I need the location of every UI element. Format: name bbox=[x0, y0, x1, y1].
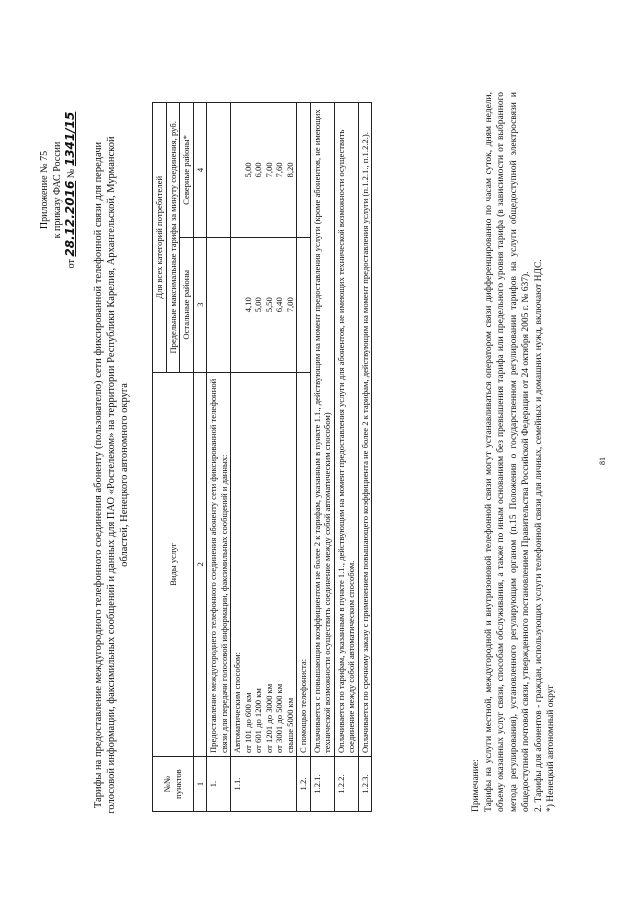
tariff-other: 4,10 bbox=[242, 297, 253, 313]
distance-range: от 601 до 1200 км bbox=[253, 688, 263, 754]
tariff-northern: 5,00 bbox=[242, 162, 253, 178]
table-row: 1.2.3. Оплачивается по срочному заказу с применением повышающего коэффициента не более 2 к тарифам, действующим на момент предоставления услуги (п.1.2.1., п.1.2.2.). bbox=[358, 103, 372, 812]
tariff-table bbox=[152, 102, 372, 812]
col-index: 4 bbox=[193, 103, 207, 238]
tariff-northern: 8,20 bbox=[284, 162, 295, 178]
tariff-other: 7,00 bbox=[284, 297, 295, 313]
distance-range: от 1201 до 3000 км bbox=[263, 683, 274, 754]
col-index: 3 bbox=[193, 237, 207, 372]
note-paragraph: Тарифы на услуги местной, междугородной и внутризоновой телефонной связи могут устанавливаться оператором связи дифференцированно по часам суток, дням недели, объему оказанных услуг связи, способам обслуживания, а также по иным основаниям без превышения тарифа или предельного уровня тарифа (в зависимости от выбранного метода регулирования), установленного регулирующим органом (п.15 Положения о государственном регулировании тарифов на услуги общедоступной электросвязи и общедоступной почтовой связи, утвержденного постановлением Правительства Российской Федерации от 24 октября 2005 г. № 637). bbox=[483, 92, 531, 812]
distance-range: от 3001 до 5000 км bbox=[274, 683, 284, 754]
table-row: 1. Предоставление междугороднего телефонного соединения абоненту сети фиксированной телефонной связи для передачи голосовой информации, факсимильных сообщений и данных: bbox=[207, 103, 231, 812]
header-northern-regions: Северные районы* bbox=[180, 103, 194, 238]
col-index: 2 bbox=[193, 372, 207, 756]
appendix-order-ref: к приказу ФАС России bbox=[52, 141, 63, 239]
handwritten-date: 28.12.2016 bbox=[63, 180, 77, 257]
notes-heading: Примечание: bbox=[471, 759, 481, 812]
header-num: №№ пунктов bbox=[153, 757, 194, 812]
appendix-number: Приложение № 75 bbox=[39, 150, 50, 230]
header-other-regions: Остальные районы bbox=[180, 237, 194, 372]
note-footnote: *) Ненецкий автономный округ bbox=[546, 684, 556, 812]
table-row: 1.2. С помощью телефониста: bbox=[297, 103, 311, 812]
appendix-header bbox=[38, 90, 78, 290]
header-max-tariffs: Предельные максимальные тарифы за минуту соединения, руб. bbox=[166, 103, 180, 373]
table-row: 1.2.2. Оплачивается по тарифам, указанным в пункте 1.1., действующим на момент предоставления услуги для абонентов, не имеющих технической возможности осуществить соединение между собой автоматическим способом. bbox=[334, 103, 358, 812]
tariff-other: 5,50 bbox=[263, 297, 274, 313]
col-index: 1 bbox=[193, 757, 207, 812]
tariff-northern: 6,00 bbox=[253, 162, 263, 178]
tariff-other: 6,40 bbox=[274, 297, 284, 313]
page-number: 81 bbox=[598, 457, 607, 465]
distance-range: от 101 до 600 км bbox=[242, 692, 253, 754]
distance-range: свыше 5000 км bbox=[284, 697, 295, 754]
tariff-northern: 7,00 bbox=[263, 162, 274, 178]
table-row: 1.1. Автоматическим способом: от 101 до 600 км от 601 до 1200 км от 1201 до 3000 км от 3001 до 5000 км свыше 5000 км 4,10 5,00 5,50 6,40 7,00 5,00 6,00 7,00 7,60 8,20 bbox=[231, 103, 297, 812]
header-services: Виды услуг bbox=[153, 372, 194, 756]
tariff-other: 5,00 bbox=[253, 297, 263, 313]
appendix-date-number: от 28.12.2016 № 1341/15 bbox=[63, 111, 77, 269]
table-row: 1.2.1. Оплачивается с повышающим коэффициентом не более 2 к тарифам, указанным в пункте 1.1., действующим на момент предоставления услуги (кроме абонентов, не имеющих технической возможности осуществить соединение между собой автоматическим способом) bbox=[310, 103, 334, 812]
header-all-categories: Для всех категорий потребителей bbox=[153, 103, 167, 373]
tariff-northern: 7,60 bbox=[274, 162, 284, 178]
document-title: Тарифы на предоставление междугородного телефонного соединения абоненту (пользователю) сети фиксированной телефонной связи для передачи голосовой информации, факсимильных сообщений и данных для ПАО «Ростелеком» на территории Республики Карелия, Архангельской, Мурманской областей, Ненецкого автономного округа bbox=[93, 136, 130, 814]
note-paragraph: 2. Тарифы для абонентов - граждан, использующих услуги телефонной связи для личных, семейных и домашних нужд, включают НДС. bbox=[533, 259, 544, 812]
handwritten-number: 1341/15 bbox=[63, 111, 77, 167]
notes-section bbox=[470, 92, 558, 812]
